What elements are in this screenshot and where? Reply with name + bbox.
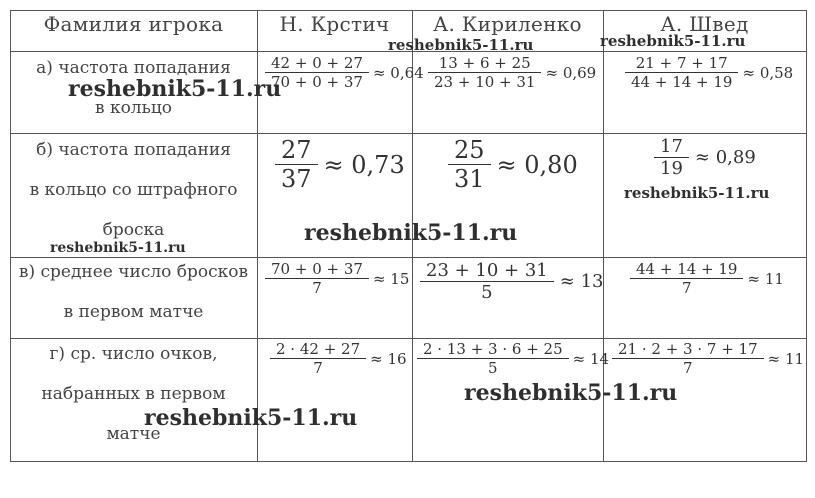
- approx-value: ≈ 13: [559, 271, 604, 292]
- row-b-label-3: броска: [102, 220, 165, 240]
- table-border-bottom: [10, 461, 807, 462]
- column-divider: [806, 10, 807, 462]
- row-divider: [10, 133, 807, 134]
- row-a-krstic: [265, 54, 424, 91]
- row-divider: [10, 257, 807, 258]
- approx-value: ≈ 0,64: [372, 63, 424, 82]
- row-a-kirilenko: [428, 54, 596, 91]
- approx-value: ≈ 0,58: [742, 63, 794, 82]
- row-b-label-2: в кольцо со штрафного: [29, 180, 238, 200]
- row-b-shved: [654, 136, 756, 179]
- fraction: [654, 136, 689, 179]
- watermark: reshebnik5-11.ru: [464, 380, 678, 406]
- denominator: 5: [488, 359, 498, 377]
- denominator: 19: [660, 158, 683, 179]
- fraction: [448, 136, 491, 193]
- approx-value: ≈ 0,80: [496, 150, 578, 179]
- watermark: reshebnik5-11.ru: [388, 36, 534, 54]
- header-shved: А. Швед: [660, 12, 749, 36]
- header-kirilenko: А. Кириленко: [433, 12, 582, 36]
- row-b-krstic: [275, 136, 405, 193]
- denominator: 70 + 0 + 37: [271, 73, 363, 91]
- header-krstic: Н. Крстич: [279, 12, 390, 36]
- row-b-kirilenko: [448, 136, 578, 193]
- row-c-krstic: [265, 260, 409, 297]
- numerator: 2 · 13 + 3 · 6 + 25: [423, 340, 563, 358]
- fraction: [612, 340, 764, 377]
- row-c-shved: [630, 260, 784, 297]
- watermark: reshebnik5-11.ru: [304, 220, 518, 246]
- fraction: [630, 260, 743, 297]
- denominator: 7: [313, 359, 323, 377]
- denominator: 37: [281, 165, 312, 193]
- numerator: 70 + 0 + 37: [271, 260, 363, 278]
- denominator: 31: [454, 165, 485, 193]
- approx-value: ≈ 0,69: [545, 63, 597, 82]
- watermark: reshebnik5-11.ru: [68, 76, 282, 102]
- row-divider: [10, 338, 807, 339]
- row-c-kirilenko: [420, 260, 603, 303]
- approx-value: ≈ 16: [370, 349, 407, 368]
- row-d-shved: [612, 340, 804, 377]
- row-d-label-1: г) ср. число очков,: [49, 344, 218, 364]
- numerator: 13 + 6 + 25: [438, 54, 531, 72]
- header-player-name: Фамилия игрока: [43, 12, 224, 36]
- approx-value: ≈ 0,89: [694, 147, 756, 168]
- approx-value: ≈ 14: [572, 349, 610, 368]
- numerator: 42 + 0 + 27: [271, 54, 363, 72]
- numerator: 25: [454, 136, 485, 164]
- row-a-label-2: в кольцо: [94, 98, 173, 118]
- denominator: 5: [481, 282, 493, 303]
- watermark: reshebnik5-11.ru: [600, 32, 746, 50]
- row-b-label-1: б) частота попадания: [36, 140, 231, 160]
- numerator: 23 + 10 + 31: [426, 260, 548, 281]
- row-c-label-1: в) среднее число бросков: [18, 262, 249, 282]
- denominator: 7: [312, 279, 322, 297]
- fraction: [270, 340, 366, 377]
- approx-value: ≈ 15: [372, 269, 410, 288]
- row-d-kirilenko: [417, 340, 609, 377]
- row-a-shved: [625, 54, 793, 91]
- denominator: 44 + 14 + 19: [631, 73, 733, 91]
- fraction: [275, 136, 318, 193]
- row-d-label-2: набранных в первом: [41, 384, 226, 404]
- approx-value: ≈ 11: [747, 269, 784, 288]
- fraction: [428, 54, 541, 91]
- numerator: 27: [281, 136, 312, 164]
- denominator: 7: [683, 359, 693, 377]
- fraction: [420, 260, 554, 303]
- denominator: 23 + 10 + 31: [434, 73, 536, 91]
- approx-value: ≈ 11: [767, 349, 805, 368]
- numerator: 44 + 14 + 19: [636, 260, 738, 278]
- denominator: 7: [681, 279, 692, 297]
- numerator: 21 · 2 + 3 · 7 + 17: [618, 340, 758, 358]
- numerator: 2 · 42 + 27: [276, 340, 361, 358]
- row-d-krstic: [270, 340, 407, 377]
- fraction: [625, 54, 738, 91]
- fraction: [417, 340, 569, 377]
- numerator: 21 + 7 + 17: [635, 54, 728, 72]
- numerator: 17: [660, 136, 683, 157]
- row-d-label-3: матче: [106, 424, 161, 444]
- watermark: reshebnik5-11.ru: [50, 240, 186, 256]
- fraction: [265, 260, 369, 297]
- row-c-label-2: в первом матче: [63, 302, 204, 322]
- watermark: reshebnik5-11.ru: [624, 184, 770, 202]
- table-border-top: [10, 10, 807, 11]
- watermark: reshebnik5-11.ru: [144, 405, 358, 431]
- approx-value: ≈ 0,73: [323, 150, 405, 179]
- row-a-label-1: а) частота попадания: [36, 58, 231, 78]
